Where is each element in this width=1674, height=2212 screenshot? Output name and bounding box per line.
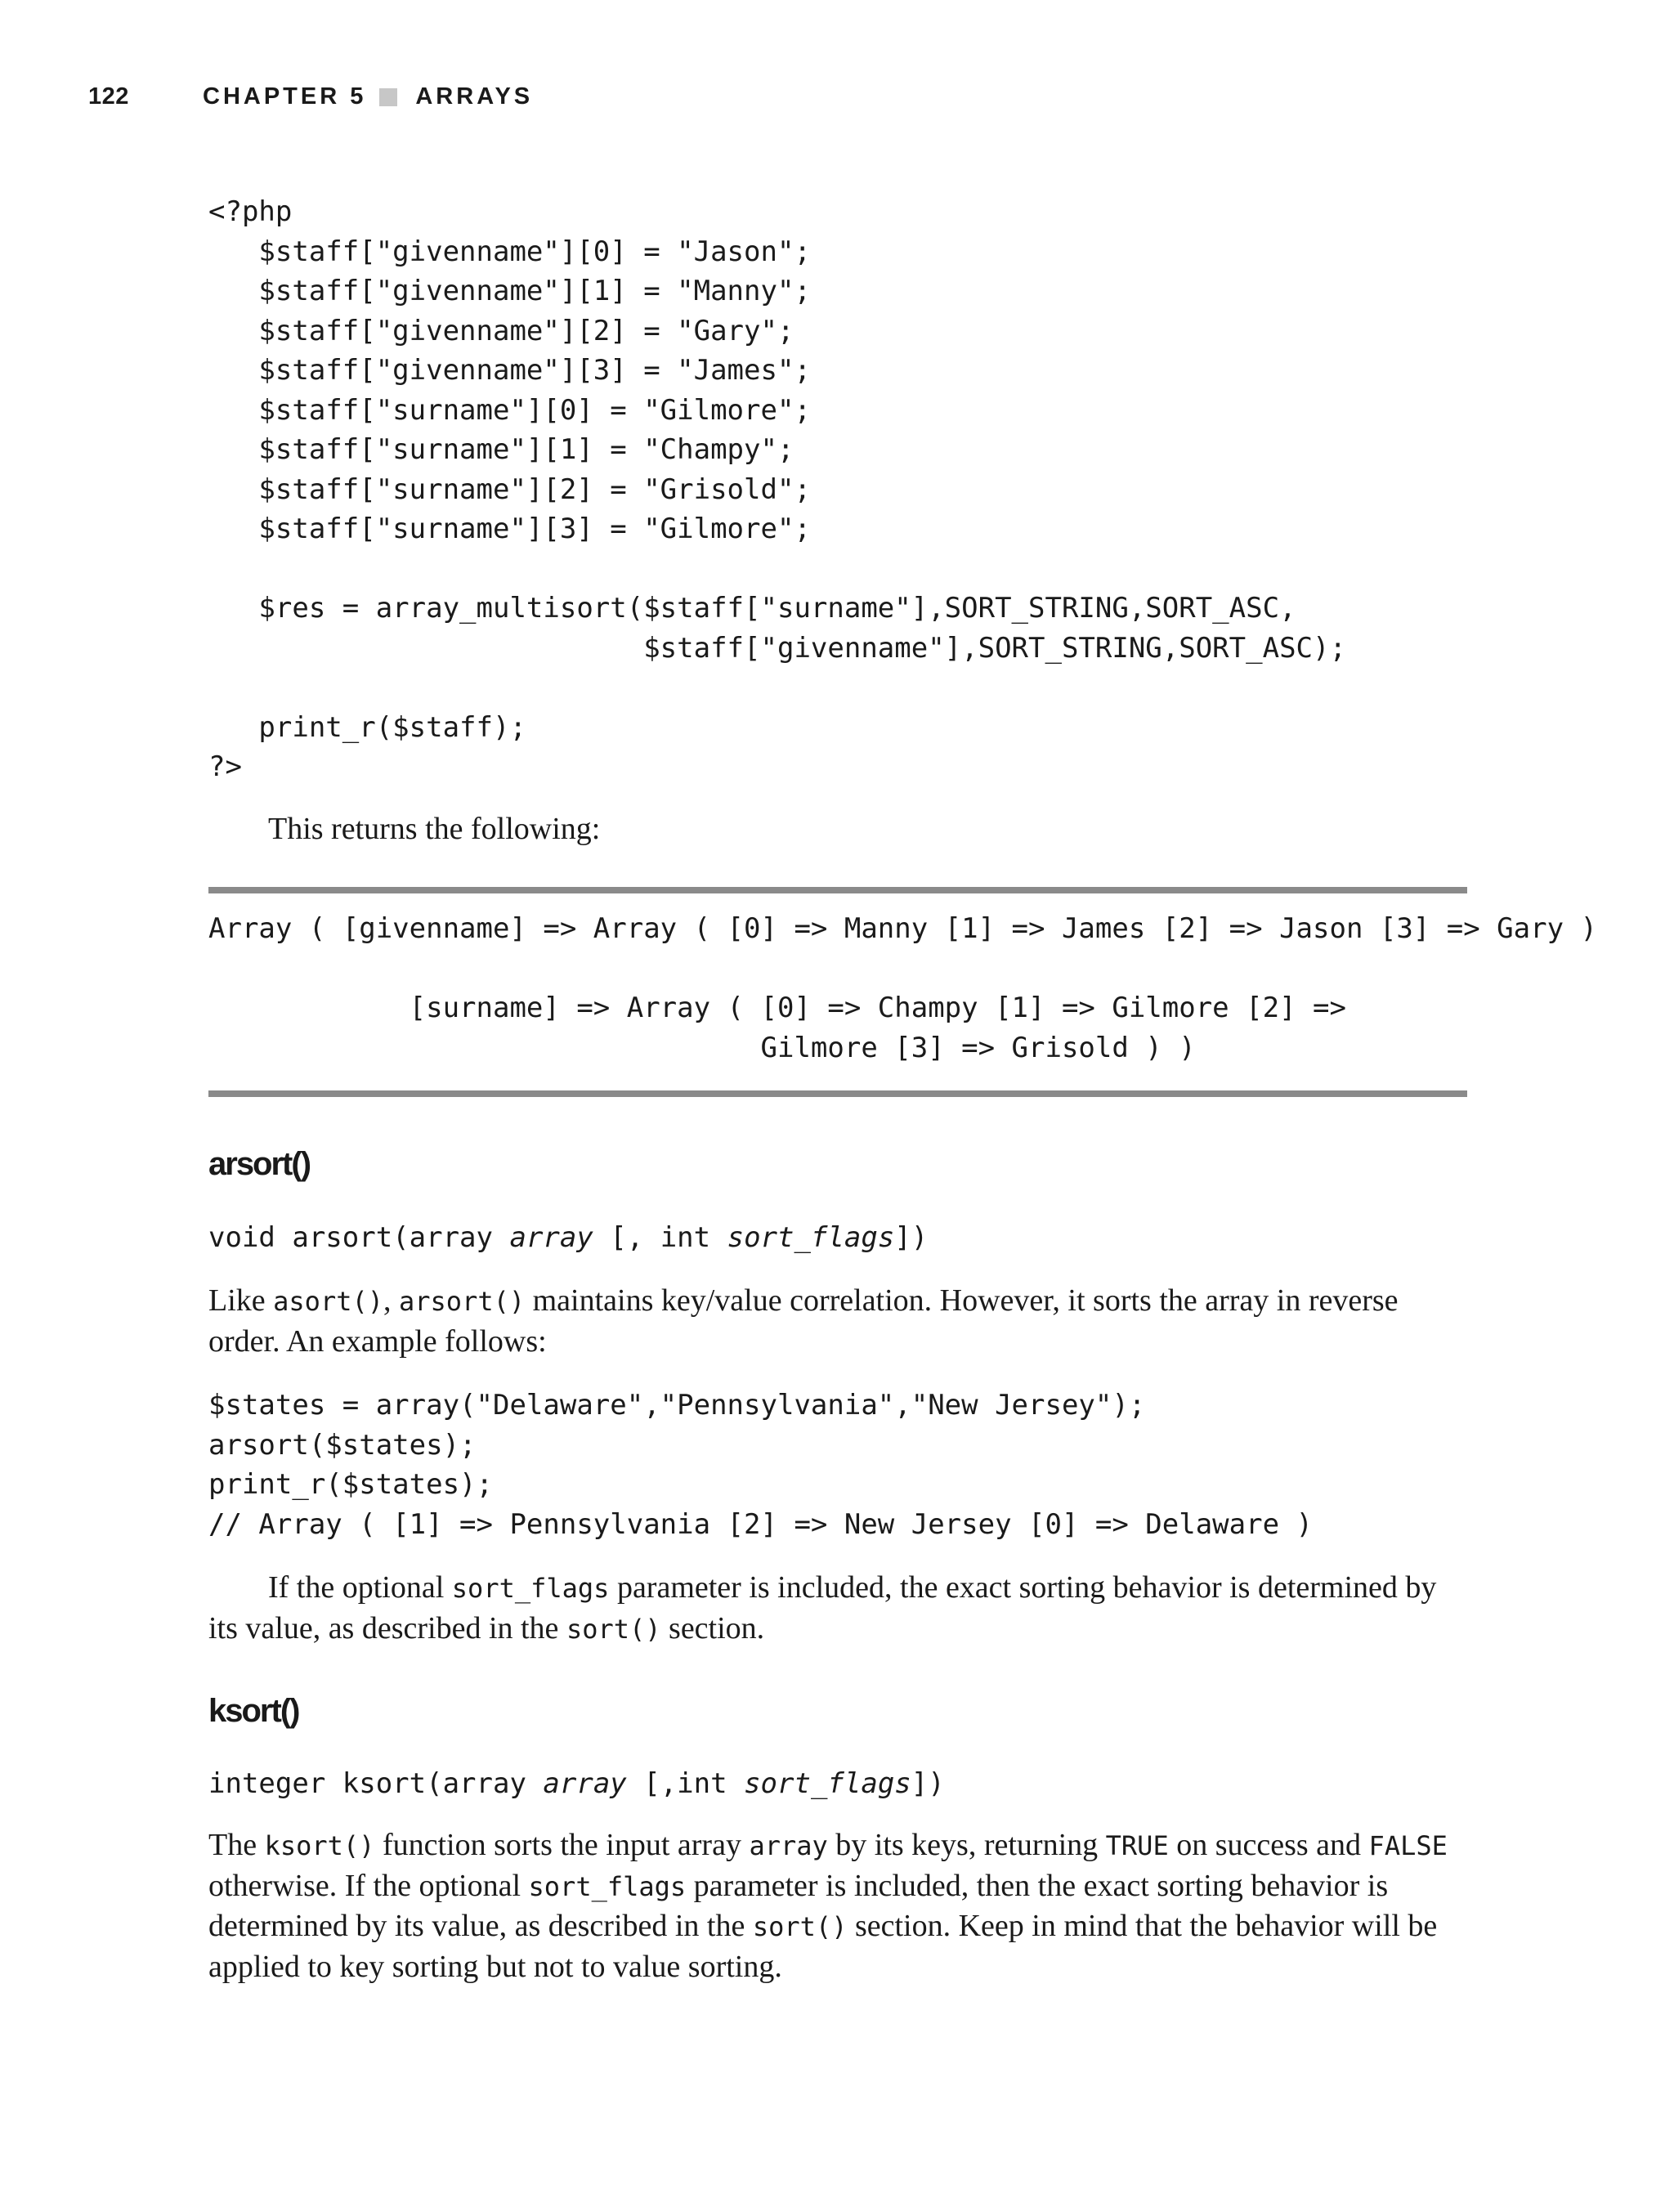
- code-line: print_r($states);: [208, 1468, 493, 1501]
- code-line: $staff["givenname"][2] = "Gary";: [208, 314, 794, 347]
- output-line: [surname] => Array ( [0] => Champy [1] => Gilmore [2] =>: [208, 992, 1346, 1024]
- chapter-title: [203, 83, 533, 110]
- arsort-description: Like asort(), arsort() maintains key/value correlation. However, it sorts the array in reverse order. An example follows:: [208, 1283, 1399, 1359]
- code-line: ?>: [208, 750, 242, 783]
- signature-text: integer ksort(array: [208, 1767, 544, 1800]
- page-number: 122: [88, 83, 129, 110]
- signature-text: [, int: [593, 1221, 727, 1254]
- square-bullet-icon: [379, 88, 397, 106]
- code-line: $staff["surname"][1] = "Champy";: [208, 433, 794, 466]
- php-code-example: [208, 192, 1346, 787]
- code-line: $staff["givenname"],SORT_STRING,SORT_ASC);: [208, 631, 1346, 665]
- code-line: <?php: [208, 195, 293, 228]
- ksort-description: The ksort() function sorts the input array array by its keys, returning TRUE on success and FALSE otherwise. If the optional sort_flags parameter is included, then the exact sorting behavior is determined by its value, as described in the sort() section. Keep in mind that the behavior will be applied to key sorting but not to value sorting.: [208, 1828, 1448, 1984]
- code-line: $staff["surname"][3] = "Gilmore";: [208, 513, 811, 545]
- arsort-code-example: [208, 1386, 1313, 1544]
- output-line: Gilmore [3] => Grisold ) ): [208, 1031, 1196, 1064]
- ksort-heading: ksort(): [208, 1693, 299, 1729]
- code-line: $staff["surname"][0] = "Gilmore";: [208, 393, 811, 427]
- code-line: $staff["givenname"][0] = "Jason";: [208, 235, 811, 268]
- arsort-flags-paragraph: If the optional sort_flags parameter is included, the exact sorting behavior is determined by its value, as described in the sort() section.: [208, 1570, 1437, 1646]
- signature-param: array: [509, 1221, 593, 1254]
- code-line: $staff["givenname"][3] = "James";: [208, 354, 811, 387]
- signature-text: void arsort(array: [208, 1221, 510, 1254]
- signature-text: ]): [894, 1221, 929, 1254]
- code-line: $staff["givenname"][1] = "Manny";: [208, 275, 811, 307]
- ksort-signature: [208, 1764, 945, 1804]
- returns-paragraph: This returns the following:: [268, 812, 601, 846]
- code-line: // Array ( [1] => Pennsylvania [2] => New Jersey [0] => Delaware ): [208, 1507, 1314, 1541]
- output-bottom-rule: [208, 1090, 1467, 1097]
- chapter-label: CHAPTER 5: [203, 83, 367, 110]
- code-line: arsort($states);: [208, 1428, 477, 1462]
- code-line: print_r($staff);: [208, 710, 526, 744]
- signature-param: sort_flags: [744, 1767, 911, 1800]
- signature-param: sort_flags: [727, 1221, 895, 1254]
- output-line: Array ( [givenname] => Array ( [0] => Manny [1] => James [2] => Jason [3] => Gary ): [208, 912, 1597, 945]
- code-line: $staff["surname"][2] = "Grisold";: [208, 472, 811, 506]
- signature-param: array: [543, 1767, 627, 1800]
- signature-text: [,int: [626, 1767, 745, 1800]
- arsort-heading: arsort(): [208, 1146, 311, 1182]
- section-label: ARRAYS: [415, 83, 534, 110]
- output-listing: [208, 909, 1597, 1068]
- code-line: $states = array("Delaware","Pennsylvania","New Jersey");: [208, 1389, 1146, 1422]
- output-top-rule: [208, 887, 1467, 893]
- code-line: $res = array_multisort($staff["surname"],SORT_STRING,SORT_ASC,: [208, 592, 1296, 625]
- arsort-signature: [208, 1218, 928, 1258]
- signature-text: ]): [911, 1767, 945, 1800]
